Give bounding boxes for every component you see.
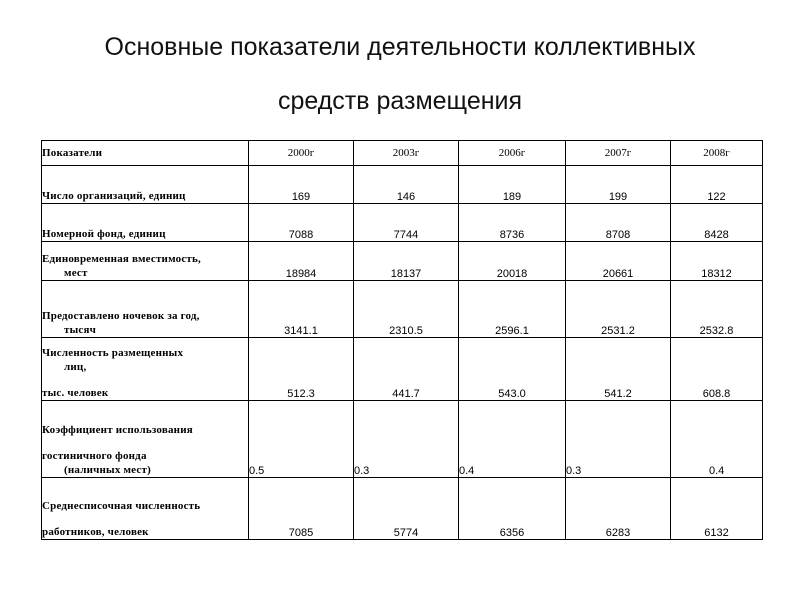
table-cell: 3141.1 xyxy=(249,281,354,338)
header-indicators: Показатели xyxy=(42,141,249,166)
table-cell: 7088 xyxy=(249,204,354,242)
table-cell: 0.4 xyxy=(671,401,763,478)
row-label xyxy=(42,204,249,242)
row-label xyxy=(42,242,249,281)
row-label-text: Число организаций, единиц xyxy=(42,190,186,202)
row-label xyxy=(42,338,249,401)
row-label xyxy=(42,281,249,338)
header-year-2006: 2006г xyxy=(459,141,566,166)
table-header-row xyxy=(42,141,763,166)
row-label-text: Среднесписочная численность xyxy=(42,500,201,512)
header-year-2003: 2003г xyxy=(354,141,459,166)
header-year-2000: 2000г xyxy=(249,141,354,166)
table-cell: 441.7 xyxy=(354,338,459,401)
table-row xyxy=(42,166,763,204)
table-row xyxy=(42,478,763,540)
table-cell: 2531.2 xyxy=(566,281,671,338)
header-year-2008: 2008г xyxy=(671,141,763,166)
table-cell: 7085 xyxy=(249,478,354,540)
table-cell: 199 xyxy=(566,166,671,204)
row-label-text: Численность размещенных xyxy=(42,347,184,359)
table-cell: 2596.1 xyxy=(459,281,566,338)
table-cell: 20661 xyxy=(566,242,671,281)
table-cell: 6283 xyxy=(566,478,671,540)
table-cell: 0.5 xyxy=(249,401,354,478)
table-cell: 2532.8 xyxy=(671,281,763,338)
table-cell: 541.2 xyxy=(566,338,671,401)
table-cell: 512.3 xyxy=(249,338,354,401)
table-row xyxy=(42,338,763,401)
page-title-line-1: Основные показатели деятельности коллективных xyxy=(104,33,696,61)
table-cell: 18984 xyxy=(249,242,354,281)
table-cell: 608.8 xyxy=(671,338,763,401)
table-cell: 18312 xyxy=(671,242,763,281)
header-year-2007: 2007г xyxy=(566,141,671,166)
page-title-line-2: средств размещения xyxy=(277,87,523,115)
table-row xyxy=(42,281,763,338)
table-cell: 0.3 xyxy=(566,401,671,478)
table-row xyxy=(42,204,763,242)
row-label-text: Предоставлено ночевок за год, xyxy=(42,310,200,322)
table-cell: 18137 xyxy=(354,242,459,281)
table-cell: 6356 xyxy=(459,478,566,540)
row-label-text: тысяч xyxy=(64,324,97,336)
row-label-text: (наличных мест) xyxy=(64,464,151,476)
table-cell: 20018 xyxy=(459,242,566,281)
table-cell: 8708 xyxy=(566,204,671,242)
row-label-text: лиц, xyxy=(64,361,87,373)
table-cell: 0.4 xyxy=(459,401,566,478)
row-label-text: мест xyxy=(64,267,88,279)
table-row xyxy=(42,401,763,478)
row-label-text: Коэффициент использования xyxy=(42,424,193,436)
table-cell: 8736 xyxy=(459,204,566,242)
row-label xyxy=(42,166,249,204)
row-label-text: Единовременная вместимость, xyxy=(42,253,201,265)
row-label xyxy=(42,478,249,540)
row-label-text: работников, человек xyxy=(42,526,149,538)
table-cell: 146 xyxy=(354,166,459,204)
table-cell: 122 xyxy=(671,166,763,204)
indicators-table xyxy=(41,140,763,540)
row-label-text: тыс. человек xyxy=(42,387,109,399)
table-cell: 5774 xyxy=(354,478,459,540)
table-cell: 6132 xyxy=(671,478,763,540)
table-cell: 189 xyxy=(459,166,566,204)
table-cell: 7744 xyxy=(354,204,459,242)
table-row xyxy=(42,242,763,281)
table-cell: 2310.5 xyxy=(354,281,459,338)
table-cell: 0.3 xyxy=(354,401,459,478)
table-cell: 543.0 xyxy=(459,338,566,401)
row-label-text: гостиничного фонда xyxy=(42,450,147,462)
row-label xyxy=(42,401,249,478)
row-label-text: Номерной фонд, единиц xyxy=(42,228,166,240)
table-cell: 8428 xyxy=(671,204,763,242)
table-cell: 169 xyxy=(249,166,354,204)
